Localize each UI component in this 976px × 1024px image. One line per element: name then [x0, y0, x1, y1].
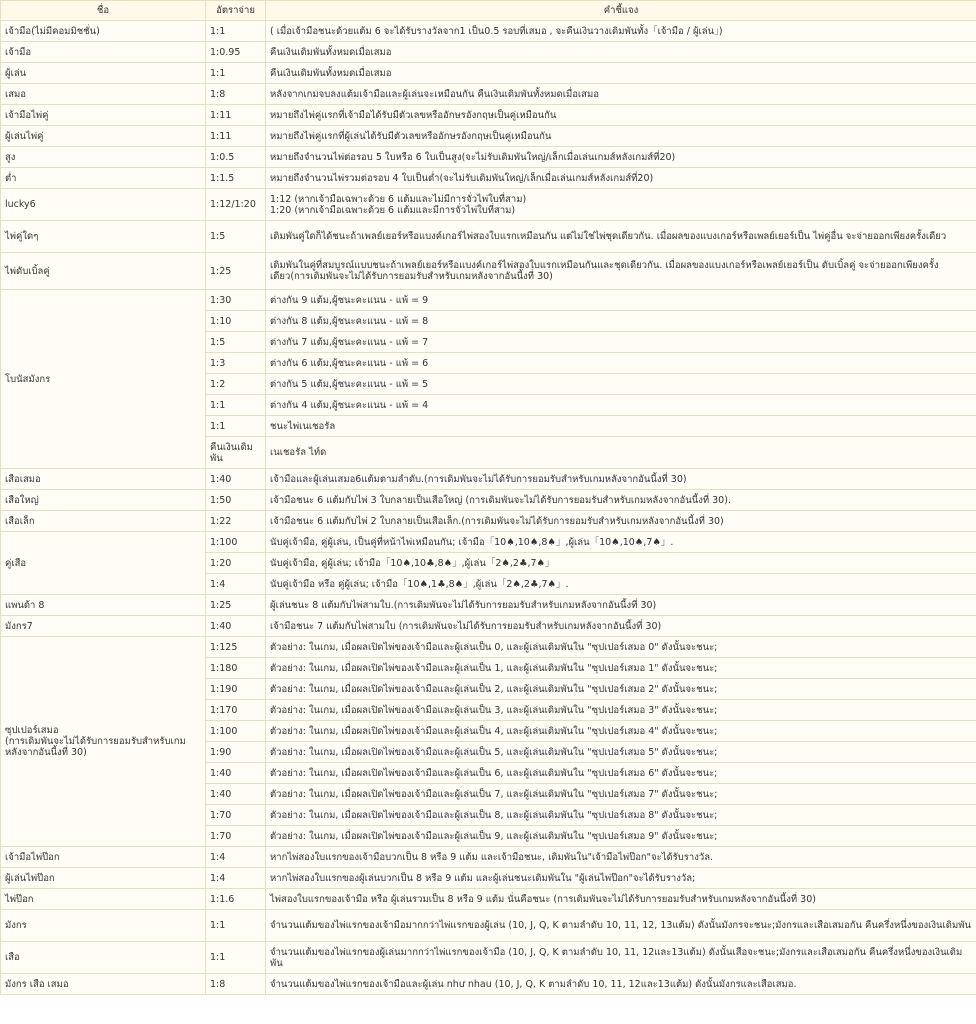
payout-rate-cell: 1:25	[206, 253, 266, 290]
bet-name-cell: lucky6	[1, 189, 206, 221]
table-row	[1, 105, 976, 126]
description-cell: จำนวนแต้มของไพ่แรกของเจ้ามือมากกว่าไพ่แรกของผู้เล่น (10, J, Q, K ตามลำดับ 10, 11, 12, 13แต้ม) ดังนั้นมังกรจะชนะ;มังกรและเสือเสมอกัน คืนครึ่งหนึ่งของเงินเดิมพัน	[266, 910, 976, 942]
description-cell: หมายถึงไพ่คู่แรกที่ผู้เล่นได้รับมีตัวเลขหรืออักษรอังกฤษเป็นคู่เหมือนกัน	[266, 126, 976, 147]
payout-table-body	[1, 21, 976, 995]
payout-rate-cell: 1:1.5	[206, 168, 266, 189]
description-cell: เจ้ามือและผู้เล่นเสมอ6แต้มตามลำดับ.(การเดิมพันจะไม่ได้รับการยอมรับสำหรับเกมหลังจากอันนี้งที่ 30)	[266, 469, 976, 490]
description-cell: หมายถึงไพ่คู่แรกที่เจ้ามือได้รับมีตัวเลขหรืออักษรอังกฤษเป็นคู่เหมือนกัน	[266, 105, 976, 126]
table-row	[1, 189, 976, 221]
payout-rate-cell: 1:190	[206, 679, 266, 700]
payout-rate-cell: 1:8	[206, 84, 266, 105]
description-cell: เดิมพันในคู่ที่สมบูรณ์แบบชนะถ้าเพลย์เยอร์หรือแบงค์เกอร์ไพ่สองใบแรกเหมือนกันและชุดเดียวกัน. เมื่อผลของแบงเกอร์หรือเพลย์เยอร์เป็น ดับเบิ้ลคู่ จะจ่ายออกเพียงครั้ง เดียว(การเดิมพันจะไม่ได้รับการยอมรับสำหรับเกมหลังจากอันนี้งที่ 30)	[266, 253, 976, 290]
description-cell: เจ้ามือชนะ 7 แต้มกับไพ่สามใบ (การเดิมพันจะไม่ได้รับการยอมรับสำหรับเกมหลังจากอันนี้งที่ 30)	[266, 616, 976, 637]
payout-rate-cell: 1:5	[206, 221, 266, 253]
bet-name-cell: เสือเล็ก	[1, 511, 206, 532]
description-cell: ตัวอย่าง: ในเกม, เมื่อผลเปิดไพ่ของเจ้ามือและผู้เล่นเป็น 8, และผู้เล่นเดิมพันใน "ซุปเปอร์เสมอ 8" ดังนั้นจะชนะ;	[266, 805, 976, 826]
bet-name-cell: เสือเสมอ	[1, 469, 206, 490]
description-cell: นับคู่เจ้ามือ หรือ คู่ผู้เล่น; เจ้ามือ「10♠,1♣,8♠」,ผู้เล่น「2♠,2♣,7♠」.	[266, 574, 976, 595]
table-row	[1, 84, 976, 105]
table-row	[1, 868, 976, 889]
bet-name-cell: คู่เสือ	[1, 532, 206, 595]
payout-rate-cell: 1:1	[206, 63, 266, 84]
description-cell: ตัวอย่าง: ในเกม, เมื่อผลเปิดไพ่ของเจ้ามือและผู้เล่นเป็น 6, และผู้เล่นเดิมพันใน "ซุปเปอร์เสมอ 6" ดังนั้นจะชนะ;	[266, 763, 976, 784]
payout-rate-cell: 1:70	[206, 805, 266, 826]
bet-name-cell: แพนด้า 8	[1, 595, 206, 616]
description-cell: ต่างกัน 6 แต้ม,ผู้ชนะคะแนน - แพ้ = 6	[266, 353, 976, 374]
table-row	[1, 126, 976, 147]
table-row	[1, 42, 976, 63]
description-cell: ตัวอย่าง: ในเกม, เมื่อผลเปิดไพ่ของเจ้ามือและผู้เล่นเป็น 7, และผู้เล่นเดิมพันใน "ซุปเปอร์เสมอ 7" ดังนั้นจะชนะ;	[266, 784, 976, 805]
payout-rate-cell: 1:170	[206, 700, 266, 721]
bet-name-cell: ผู้เล่นไพ่คู่	[1, 126, 206, 147]
bet-name-cell: ต่ำ	[1, 168, 206, 189]
description-cell: ตัวอย่าง: ในเกม, เมื่อผลเปิดไพ่ของเจ้ามือและผู้เล่นเป็น 0, และผู้เล่นเดิมพันใน "ซุปเปอร์เสมอ 0" ดังนั้นจะชนะ;	[266, 637, 976, 658]
description-cell: ต่างกัน 7 แต้ม,ผู้ชนะคะแนน - แพ้ = 7	[266, 332, 976, 353]
description-cell: นับคู่เจ้ามือ, คู่ผู้เล่น, เป็นคู่ที่หน้าไพ่เหมือนกัน; เจ้ามือ「10♠,10♠,8♠」,ผู้เล่น「10♠,10♠,7♠」.	[266, 532, 976, 553]
bet-name-cell: เจ้ามือ	[1, 42, 206, 63]
table-row	[1, 253, 976, 290]
payout-rate-cell: 1:3	[206, 353, 266, 374]
description-cell: นับคู่เจ้ามือ, คู่ผู้เล่น; เจ้ามือ「10♠,10♣,8♠」,ผู้เล่น「2♠,2♣,7♠」	[266, 553, 976, 574]
bet-name-cell: มังกร7	[1, 616, 206, 637]
bet-name-cell: ไพ่ป๊อก	[1, 889, 206, 910]
table-row	[1, 889, 976, 910]
table-row	[1, 21, 976, 42]
payout-rate-cell: 1:100	[206, 721, 266, 742]
bet-name-cell: มังกร เสือ เสมอ	[1, 974, 206, 995]
table-row	[1, 910, 976, 942]
description-cell: 1:12 (หากเจ้ามือเฉพาะด้วย 6 แต้มและไม่มีการจั่วไพ่ใบที่สาม) 1:20 (หากเจ้ามือเฉพาะด้วย 6 แต้มและมีการจั่วไพ่ใบที่สาม)	[266, 189, 976, 221]
payout-rate-cell: 1:30	[206, 290, 266, 311]
description-cell: ตัวอย่าง: ในเกม, เมื่อผลเปิดไพ่ของเจ้ามือและผู้เล่นเป็น 9, และผู้เล่นเดิมพันใน "ซุปเปอร์เสมอ 9" ดังนั้นจะชนะ;	[266, 826, 976, 847]
bet-name-cell: เจ้ามือ(ไม่มีคอมมิชชั่น)	[1, 21, 206, 42]
payout-rate-cell: 1:8	[206, 974, 266, 995]
header-rate: อัตราจ่าย	[206, 1, 266, 21]
description-cell: ผู้เล่นชนะ 8 แต้มกับไพ่สามใบ.(การเดิมพันจะไม่ได้รับการยอมรับสำหรับเกมหลังจากอันนี้งที่ 30)	[266, 595, 976, 616]
bet-name-cell: เจ้ามือไพ่ป๊อก	[1, 847, 206, 868]
payout-rate-cell: 1:40	[206, 469, 266, 490]
description-cell: ต่างกัน 4 แต้ม,ผู้ชนะคะแนน - แพ้ = 4	[266, 395, 976, 416]
payout-rate-cell: 1:1	[206, 395, 266, 416]
description-cell: หลังจากเกมจบลงแต้มเจ้ามือและผู้เล่นจะเหมือนกัน คืนเงินเดิมพันทั้งหมดเมื่อเสมอ	[266, 84, 976, 105]
description-cell: ตัวอย่าง: ในเกม, เมื่อผลเปิดไพ่ของเจ้ามือและผู้เล่นเป็น 1, และผู้เล่นเดิมพันใน "ซุปเปอร์เสมอ 1" ดังนั้นจะชนะ;	[266, 658, 976, 679]
table-row	[1, 290, 976, 311]
bet-name-cell: เสือใหญ่	[1, 490, 206, 511]
description-cell: ไพ่สองใบแรกของเจ้ามือ หรือ ผู้เล่นรวมเป็น 8 หรือ 9 แต้ม นั่นคือชนะ (การเดิมพันจะไม่ได้รับการยอมรับสำหรับเกมหลังจากอันนี้งที่ 30)	[266, 889, 976, 910]
payout-rate-cell: 1:40	[206, 784, 266, 805]
table-row	[1, 168, 976, 189]
payout-rate-cell: 1:0.95	[206, 42, 266, 63]
description-cell: หากไพ่สองใบแรกของเจ้ามือบวกเป็น 8 หรือ 9 แต้ม และเจ้ามือชนะ, เดิมพันใน"เจ้ามือไพ่ป๊อก"จะได้รับรางวัล.	[266, 847, 976, 868]
header-row	[1, 1, 976, 21]
bet-name-cell: ซุปเปอร์เสมอ (การเดิมพันจะไม่ได้รับการยอมรับสำหรับเกม หลังจากอันนี้งที่ 30)	[1, 637, 206, 847]
payout-rate-cell: 1:70	[206, 826, 266, 847]
table-row	[1, 63, 976, 84]
description-cell: ตัวอย่าง: ในเกม, เมื่อผลเปิดไพ่ของเจ้ามือและผู้เล่นเป็น 2, และผู้เล่นเดิมพันใน "ซุปเปอร์เสมอ 2" ดังนั้นจะชนะ;	[266, 679, 976, 700]
payout-rate-cell: 1:1.6	[206, 889, 266, 910]
bet-name-cell: มังกร	[1, 910, 206, 942]
table-row	[1, 221, 976, 253]
header-name: ชื่อ	[1, 1, 206, 21]
table-row	[1, 942, 976, 974]
payout-rate-cell: 1:20	[206, 553, 266, 574]
description-cell: ต่างกัน 5 แต้ม,ผู้ชนะคะแนน - แพ้ = 5	[266, 374, 976, 395]
description-cell: หากไพ่สองใบแรกของผู้เล่นบวกเป็น 8 หรือ 9 แต้ม และผู้เล่นชนะเดิมพันใน "ผู้เล่นไพ่ป๊อก"จะได้รับรางวัล;	[266, 868, 976, 889]
header-description: คำชี้แจง	[266, 1, 976, 21]
payout-rate-cell: คืนเงินเดิมพัน	[206, 437, 266, 469]
table-row	[1, 147, 976, 168]
description-cell: เดิมพันคู่ใดก็ได้ชนะถ้าเพลย์เยอร์หรือแบงค์เกอร์ไพ่สองใบแรกเหมือนกัน แต่ไม่ใช่ไพ่ชุดเดียวกัน. เมื่อผลของแบงเกอร์หรือเพลย์เยอร์เป็น ไพ่คู่อื่น จะจ่ายออกเพียงครั้งเดียว	[266, 221, 976, 253]
table-row	[1, 847, 976, 868]
description-cell: ตัวอย่าง: ในเกม, เมื่อผลเปิดไพ่ของเจ้ามือและผู้เล่นเป็น 4, และผู้เล่นเดิมพันใน "ซุปเปอร์เสมอ 4" ดังนั้นจะชนะ;	[266, 721, 976, 742]
payout-rate-cell: 1:2	[206, 374, 266, 395]
bet-name-cell: ไพ่ดับเบิ้ลคู่	[1, 253, 206, 290]
payout-rate-cell: 1:1	[206, 21, 266, 42]
payout-rate-cell: 1:100	[206, 532, 266, 553]
payout-rate-cell: 1:40	[206, 763, 266, 784]
payout-rate-cell: 1:12/1:20	[206, 189, 266, 221]
description-cell: หมายถึงจำนวนไพ่รวมต่อรอบ 4 ใบเป็นต่ำ(จะไม่รับเดิมพันใหญ่/เล็กเมื่อเล่นเกมส์หลังเกมส์ที่20)	[266, 168, 976, 189]
description-cell: จำนวนแต้มของไพ่แรกของผู้เล่นมากกว่าไพ่แรกของเจ้ามือ (10, J, Q, K ตามลำดับ 10, 11, 12และ13แต้ม) ดังนั้นเสือจะชนะ;มังกรและเสือเสมอกัน คืนครึ่งหนึ่งของเงินเดิมพัน	[266, 942, 976, 974]
bet-name-cell: โบนัสมังกร	[1, 290, 206, 469]
description-cell: หมายถึงจำนวนไพ่ต่อรอบ 5 ใบหรือ 6 ใบเป็นสูง(จะไม่รับเดิมพันใหญ่/เล็กเมื่อเล่นเกมส์หลังเกมส์ที่20)	[266, 147, 976, 168]
table-row	[1, 469, 976, 490]
payout-rate-cell: 1:22	[206, 511, 266, 532]
bet-name-cell: ผู้เล่น	[1, 63, 206, 84]
payout-rate-cell: 1:11	[206, 126, 266, 147]
payout-rate-cell: 1:1	[206, 942, 266, 974]
table-row	[1, 532, 976, 553]
table-row	[1, 511, 976, 532]
table-row	[1, 595, 976, 616]
payout-rate-cell: 1:4	[206, 868, 266, 889]
bet-name-cell: ผู้เล่นไพ่ป๊อก	[1, 868, 206, 889]
payout-rate-cell: 1:25	[206, 595, 266, 616]
table-row	[1, 490, 976, 511]
bet-name-cell: เสือ	[1, 942, 206, 974]
payout-rate-cell: 1:180	[206, 658, 266, 679]
payout-rate-cell: 1:125	[206, 637, 266, 658]
table-row	[1, 974, 976, 995]
payout-rate-cell: 1:50	[206, 490, 266, 511]
payout-rate-cell: 1:1	[206, 910, 266, 942]
description-cell: ( เมื่อเจ้ามือชนะด้วยแต้ม 6 จะได้รับรางวัลจาก1 เป็น0.5 รอบที่เสมอ , จะคืนเงินวางเดิมพันทั้ง「เจ้ามือ / ผู้เล่น」)	[266, 21, 976, 42]
description-cell: เจ้ามือชนะ 6 แต้มกับไพ่ 3 ใบกลายเป็นเสือใหญ่ (การเดิมพันจะไม่ได้รับการยอมรับสำหรับเกมหลังจากอันนี้งที่ 30).	[266, 490, 976, 511]
payout-rate-cell: 1:1	[206, 416, 266, 437]
table-row	[1, 637, 976, 658]
description-cell: ตัวอย่าง: ในเกม, เมื่อผลเปิดไพ่ของเจ้ามือและผู้เล่นเป็น 5, และผู้เล่นเดิมพันใน "ซุปเปอร์เสมอ 5" ดังนั้นจะชนะ;	[266, 742, 976, 763]
payout-rate-cell: 1:10	[206, 311, 266, 332]
bet-name-cell: เสมอ	[1, 84, 206, 105]
payout-rate-cell: 1:11	[206, 105, 266, 126]
payout-rate-cell: 1:5	[206, 332, 266, 353]
description-cell: ต่างกัน 9 แต้ม,ผู้ชนะคะแนน - แพ้ = 9	[266, 290, 976, 311]
bet-name-cell: เจ้ามือไพ่คู่	[1, 105, 206, 126]
bet-name-cell: สูง	[1, 147, 206, 168]
description-cell: จำนวนแต้มของไพ่แรกของเจ้ามือและผู้เล่น như nhau (10, J, Q, K ตามลำดับ 10, 11, 12และ13แต้ม) ดังนั้นมังกรและเสือเสมอ.	[266, 974, 976, 995]
description-cell: ชนะไพ่เนเชอรัล	[266, 416, 976, 437]
payout-rate-cell: 1:90	[206, 742, 266, 763]
description-cell: ตัวอย่าง: ในเกม, เมื่อผลเปิดไพ่ของเจ้ามือและผู้เล่นเป็น 3, และผู้เล่นเดิมพันใน "ซุปเปอร์เสมอ 3" ดังนั้นจะชนะ;	[266, 700, 976, 721]
description-cell: เจ้ามือชนะ 6 แต้มกับไพ่ 2 ใบกลายเป็นเสือเล็ก.(การเดิมพันจะไม่ได้รับการยอมรับสำหรับเกมหลังจากอันนี้งที่ 30)	[266, 511, 976, 532]
payout-rate-cell: 1:0.5	[206, 147, 266, 168]
payout-rate-cell: 1:4	[206, 574, 266, 595]
description-cell: ต่างกัน 8 แต้ม,ผู้ชนะคะแนน - แพ้ = 8	[266, 311, 976, 332]
payout-rate-cell: 1:40	[206, 616, 266, 637]
payout-rate-cell: 1:4	[206, 847, 266, 868]
description-cell: คืนเงินเดิมพันทั้งหมดเมื่อเสมอ	[266, 42, 976, 63]
bet-name-cell: ไพ่คู่ใดๆ	[1, 221, 206, 253]
table-row	[1, 616, 976, 637]
description-cell: คืนเงินเดิมพันทั้งหมดเมื่อเสมอ	[266, 63, 976, 84]
description-cell: เนเชอรัล ไท์ด	[266, 437, 976, 469]
